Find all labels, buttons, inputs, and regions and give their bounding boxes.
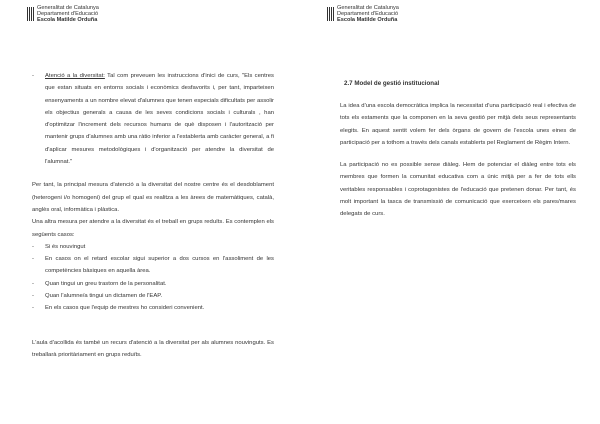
header-line2: Departament d'Educació bbox=[337, 11, 399, 18]
list-item: - Quan tingui un greu trastorn de la personalitat. bbox=[32, 280, 167, 287]
paragraph-participacio: La participació no es possible sense diàleg. Hem de potenciar el diàleg entre tots els membres que formen la comunitat educativa com a únic mitjà per a fer de tots ells veritables responsables i coprotagonistes de l'educació que pretenen donar. Per tant, és molt important la tasca de transmissió de comunicació que exerceixen els pares/mares delegats de curs. bbox=[340, 162, 576, 218]
section-title: 2.7 Model de gestió institucional bbox=[344, 80, 440, 87]
paragraph-grups-reduits: Una altra mesura per atendre a la diversitat és el treball en grups reduïts. Es contemplen els següents casos: bbox=[32, 219, 274, 238]
header-text bbox=[37, 5, 99, 24]
list-item: - Si és nouvingut bbox=[32, 243, 86, 250]
bullet-diversity: - Atenció a la diversitat: Tal com preveuen les instruccions d'inici de curs, "Els centres que estan situats en entorns socials i econòmics desfavorits i, per tant, imparteixen ensenyaments a un nombre elevat d'alumnes que tenen especials dificultats per assolir els objectius generals a causa de les seves condicions socials i culturals , han d'optimitzar l'increment dels recursos humans de què disposen i l'autorització per mantenir grups d'alumnes amb una ràtio inferior a l'establerta amb caràcter general, a fi d'aplicar mesures metodològiques i d'organització per atendre la diversitat de l'alumnat." bbox=[32, 73, 274, 166]
list-item: - En casos on el retard escolar sigui superior a dos cursos en l'assoliment de les competències bàsiques en aquella àrea. bbox=[32, 256, 274, 275]
paragraph-desdoblament: Per tant, la principal mesura d'atenció a la diversitat del nostre centre és el desdoblament (heterogeni i/o homogeni) del grup el qual es realitza a les àrees de matemàtiques, català, anglès oral, informàtica i plàstica. bbox=[32, 182, 274, 213]
diversity-label: Atenció a la diversitat: bbox=[45, 73, 105, 79]
header-text bbox=[337, 5, 399, 24]
header-line1: Generalitat de Catalunya bbox=[37, 5, 99, 11]
list-item: - En els casos que l'equip de mestres ho consideri convenient. bbox=[32, 305, 205, 312]
left-column bbox=[32, 70, 274, 361]
page-header bbox=[326, 5, 399, 24]
generalitat-logo-icon bbox=[26, 6, 34, 22]
paragraph-aula-acollida: L'aula d'acollida és també un recurs d'atenció a la diversitat per als alumnes nouvinguts. Es treballarà prioritàriament en grups reduïts. bbox=[32, 339, 274, 358]
generalitat-logo-icon bbox=[326, 6, 334, 22]
header-line1: Generalitat de Catalunya bbox=[337, 5, 399, 11]
paragraph-escola-democratica: La idea d'una escola democràtica implica la necessitat d'una participació real i efectiva de tots els estaments que la componen en la seva gestió per mitjà dels seus representants elegits. En aquest sentit volem fer dels òrgans de govern de l'escola unes eines de participació per a tothom a través dels canals establerts pel Reglament de Règim Intern. bbox=[340, 103, 576, 146]
page-header bbox=[26, 5, 99, 24]
header-school: Escola Matilde Orduña bbox=[337, 17, 398, 24]
right-page bbox=[300, 0, 600, 424]
list-item: - Quan l'alumne/a tingui un dictamen de l'EAP. bbox=[32, 293, 163, 300]
header-line2: Departament d'Educació bbox=[37, 11, 99, 18]
header-school: Escola Matilde Orduña bbox=[37, 17, 98, 24]
right-column bbox=[340, 70, 576, 221]
diversity-text: Tal com preveuen les instruccions d'inici de curs, "Els centres que estan situats en entorns socials i econòmics desfavorits i, per tant, imparteixen ensenyaments a un nombre elevat d'alumnes que tenen especials dificultats per assolir els objectius generals a causa de les seves condicions socials i culturals , han d'optimitzar l'increment dels recursos humans de què disposen i l'autorització per mantenir grups d'alumnes amb una ràtio inferior a l'establerta amb caràcter general, a fi d'aplicar mesures metodològiques i d'organització per atendre la diversitat de l'alumnat." bbox=[45, 73, 274, 166]
